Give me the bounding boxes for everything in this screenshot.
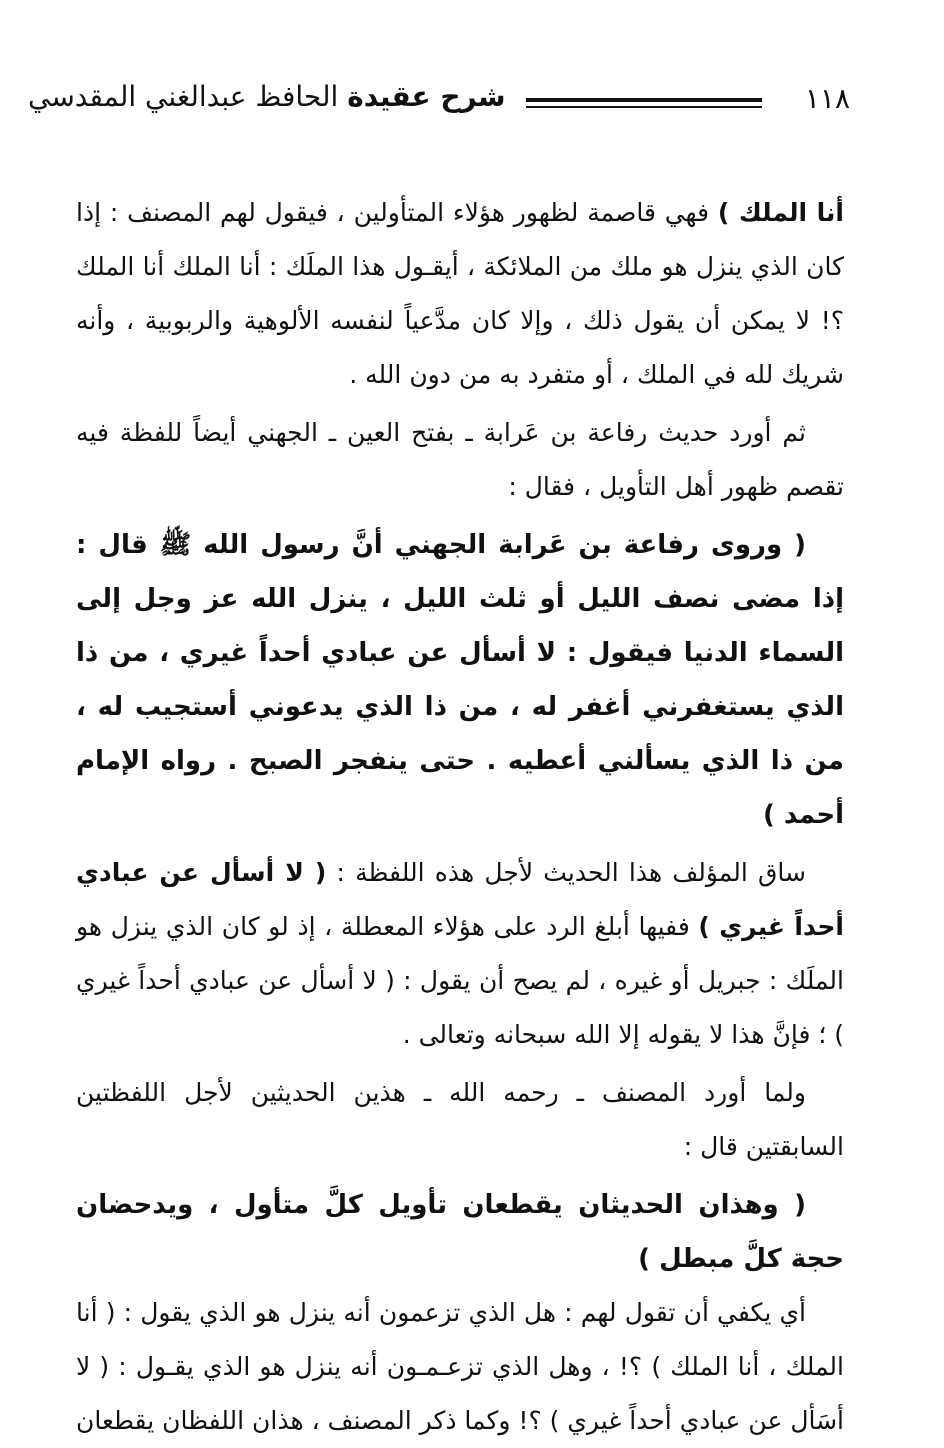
running-title-rest: الحافظ عبدالغني المقدسي	[28, 80, 348, 113]
author-quote: ( وهذان الحديثان يقطعان تأويل كلَّ متأول ، ويدحضان حجة كلَّ مبطل )	[76, 1190, 844, 1274]
running-title	[28, 80, 506, 113]
paragraph-4-before: ساق المؤلف هذا الحديث لأجل هذه اللفظة :	[326, 858, 806, 887]
page-number: ١١٨	[804, 82, 850, 115]
paragraph-4-after: ففيها أبلغ الرد على هؤلاء المعطلة ، إذ لو كان الذي ينزل هو الملَك : جبريل أو غيره ، لم يصح أن يقول : ( لا أسأل عن عبادي أحداً غيري ) ؛ فإنَّ هذا لا يقوله إلا الله سبحانه وتعالى .	[76, 912, 844, 1049]
paragraph-7: أي يكفي أن تقول لهم : هل الذي تزعمون أنه ينزل هو الذي يقول : ( أنا الملك ، أنا الملك ) ؟! ، وهل الذي تزعـمـون أنه ينزل هو الذي يقـول : ( لا أسَأل عن عبادي أحداً غيري ) ؟! وكما ذكر المصنف ، هذان اللفظان يقطعان	[76, 1298, 844, 1435]
paragraph-5: ولما أورد المصنف ـ رحمه الله ـ هذين الحديثين لأجل اللفظتين السابقتين قال :	[76, 1078, 844, 1161]
page-header	[28, 78, 850, 126]
hadith-quote: ( وروى رفاعة بن عَرابة الجهني أنَّ رسول الله ﷺ قال : إذا مضى نصف الليل أو ثلث الليل ، ينزل الله عز وجل إلى السماء الدنيا فيقول : لا أسأل عن عبادي أحداً غيري ، من ذا الذي يستغفرني أغفر له ، من ذا الذي يدعوني أستجيب له ، من ذا الذي يسألني أعطيه . حتى ينفجر الصبح . رواه الإمام أحمد )	[76, 530, 844, 830]
paragraph-2: ثم أورد حديث رفاعة بن عَرابة ـ بفتح العين ـ الجهني أيضاً للفظة فيه تقصم ظهور أهل التأويل ، فقال :	[76, 418, 844, 501]
body-text	[76, 186, 844, 1448]
paragraph-4-bold: ( لا أسأل عن عبادي أحداً غيري )	[76, 858, 844, 941]
paragraph-1-text: فهي قاصمة لظهور هؤلاء المتأولين ، فيقول لهم المصنف : إذا كان الذي ينزل هو ملك من الملائكة ، أيقـول هذا الملَك : أنا الملك أنا الملك ؟! لا يمكن أن يقول ذلك ، وإلا كان مدَّعياً لنفسه الألوهية والربوبية ، وأنه شريك لله في الملك ، أو متفرد به من دون الله .	[76, 198, 844, 389]
paragraph-1-lead: أنا الملك )	[717, 198, 844, 227]
header-rule	[526, 98, 762, 108]
paragraph-4	[76, 846, 844, 1062]
paragraph-1	[76, 186, 844, 402]
running-title-bold: شرح عقيدة	[347, 80, 506, 113]
